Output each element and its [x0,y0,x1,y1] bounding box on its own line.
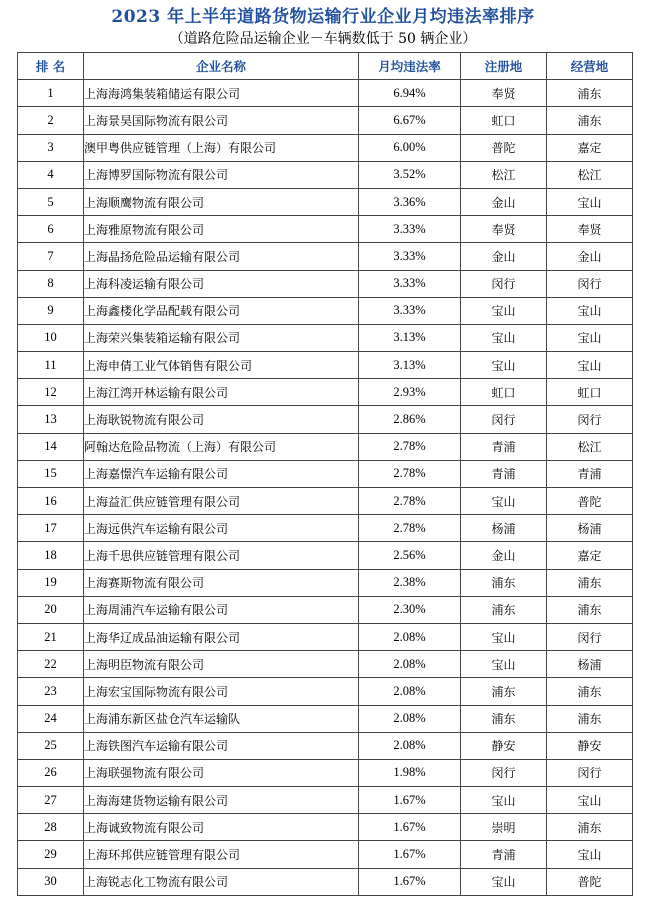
cell-violation-rate: 2.08% [359,651,461,678]
cell-company-name: 上海浦东新区盐仓汽车运输队 [84,705,359,732]
cell-registered-location: 闵行 [461,406,547,433]
cell-violation-rate: 2.30% [359,596,461,623]
cell-registered-location: 青浦 [461,841,547,868]
cell-company-name: 上海环邦供应链管理有限公司 [84,841,359,868]
cell-registered-location: 松江 [461,161,547,188]
cell-rank: 9 [18,297,84,324]
cell-company-name: 上海晶扬危险品运输有限公司 [84,243,359,270]
cell-registered-location: 静安 [461,732,547,759]
cell-registered-location: 浦东 [461,596,547,623]
cell-company-name: 上海景昊国际物流有限公司 [84,107,359,134]
cell-violation-rate: 2.38% [359,569,461,596]
cell-registered-location: 宝山 [461,868,547,895]
cell-operating-location: 青浦 [547,460,633,487]
cell-company-name: 上海赛斯物流有限公司 [84,569,359,596]
cell-registered-location: 浦东 [461,569,547,596]
header-operating-location: 经营地 [547,53,633,80]
table-row [18,732,633,759]
cell-rank: 17 [18,515,84,542]
cell-operating-location: 闵行 [547,406,633,433]
cell-rank: 18 [18,542,84,569]
cell-violation-rate: 2.93% [359,379,461,406]
cell-violation-rate: 3.36% [359,188,461,215]
table-row [18,161,633,188]
cell-rank: 16 [18,488,84,515]
cell-company-name: 上海雅原物流有限公司 [84,216,359,243]
cell-violation-rate: 3.33% [359,243,461,270]
cell-company-name: 上海博罗国际物流有限公司 [84,161,359,188]
page-title: 2023 年上半年道路货物运输行业企业月均违法率排序 [111,7,535,27]
cell-registered-location: 普陀 [461,134,547,161]
page-subtitle: （道路危险品运输企业－车辆数低于 50 辆企业） [169,31,477,47]
cell-rank: 24 [18,705,84,732]
cell-violation-rate: 6.67% [359,107,461,134]
cell-violation-rate: 2.08% [359,732,461,759]
cell-violation-rate: 3.33% [359,297,461,324]
cell-registered-location: 浦东 [461,705,547,732]
cell-rank: 25 [18,732,84,759]
cell-registered-location: 宝山 [461,787,547,814]
cell-registered-location: 金山 [461,243,547,270]
cell-registered-location: 青浦 [461,460,547,487]
cell-company-name: 上海鑫楼化学品配载有限公司 [84,297,359,324]
cell-company-name: 上海宏宝国际物流有限公司 [84,678,359,705]
cell-operating-location: 杨浦 [547,651,633,678]
cell-company-name: 上海江湾开林运输有限公司 [84,379,359,406]
cell-rank: 20 [18,596,84,623]
cell-company-name: 上海锐志化工物流有限公司 [84,868,359,895]
cell-violation-rate: 1.67% [359,814,461,841]
cell-company-name: 上海周浦汽车运输有限公司 [84,596,359,623]
cell-registered-location: 宝山 [461,324,547,351]
cell-rank: 2 [18,107,84,134]
cell-company-name: 上海千思供应链管理有限公司 [84,542,359,569]
cell-company-name: 上海远供汽车运输有限公司 [84,515,359,542]
cell-rank: 1 [18,80,84,107]
table-row [18,406,633,433]
cell-operating-location: 杨浦 [547,515,633,542]
cell-operating-location: 金山 [547,243,633,270]
cell-registered-location: 金山 [461,188,547,215]
cell-operating-location: 虹口 [547,379,633,406]
cell-violation-rate: 2.78% [359,515,461,542]
cell-company-name: 上海耿锐物流有限公司 [84,406,359,433]
table-row [18,651,633,678]
cell-operating-location: 宝山 [547,787,633,814]
cell-company-name: 澳甲粤供应链管理（上海）有限公司 [84,134,359,161]
cell-operating-location: 浦东 [547,569,633,596]
cell-operating-location: 浦东 [547,596,633,623]
table-row [18,107,633,134]
cell-company-name: 上海顺鹰物流有限公司 [84,188,359,215]
table-row [18,433,633,460]
cell-company-name: 上海海建货物运输有限公司 [84,787,359,814]
cell-violation-rate: 3.33% [359,270,461,297]
cell-company-name: 上海荣兴集装箱运输有限公司 [84,324,359,351]
cell-registered-location: 奉贤 [461,216,547,243]
cell-rank: 5 [18,188,84,215]
cell-violation-rate: 2.08% [359,678,461,705]
cell-company-name: 上海嘉憬汽车运输有限公司 [84,460,359,487]
header-violation-rate: 月均违法率 [359,53,461,80]
cell-rank: 6 [18,216,84,243]
cell-registered-location: 虹口 [461,107,547,134]
cell-violation-rate: 3.52% [359,161,461,188]
cell-rank: 13 [18,406,84,433]
cell-rank: 27 [18,787,84,814]
cell-operating-location: 松江 [547,433,633,460]
cell-operating-location: 普陀 [547,488,633,515]
cell-company-name: 上海华辽成品油运输有限公司 [84,623,359,650]
table-row [18,814,633,841]
cell-registered-location: 浦东 [461,678,547,705]
table-body [18,80,633,896]
cell-operating-location: 宝山 [547,324,633,351]
header-registered-location: 注册地 [461,53,547,80]
cell-company-name: 上海联强物流有限公司 [84,759,359,786]
cell-registered-location: 杨浦 [461,515,547,542]
cell-operating-location: 浦东 [547,705,633,732]
table-row [18,569,633,596]
cell-registered-location: 宝山 [461,352,547,379]
cell-violation-rate: 2.08% [359,705,461,732]
cell-company-name: 上海海鸿集装箱储运有限公司 [84,80,359,107]
cell-violation-rate: 6.00% [359,134,461,161]
cell-company-name: 上海诚致物流有限公司 [84,814,359,841]
table-header-row [18,53,633,80]
cell-registered-location: 闵行 [461,759,547,786]
table-row [18,188,633,215]
cell-operating-location: 闵行 [547,623,633,650]
cell-operating-location: 宝山 [547,188,633,215]
cell-operating-location: 普陀 [547,868,633,895]
header-rank: 排 名 [18,53,84,80]
cell-rank: 15 [18,460,84,487]
table-row [18,460,633,487]
cell-operating-location: 闵行 [547,759,633,786]
cell-operating-location: 宝山 [547,297,633,324]
cell-registered-location: 奉贤 [461,80,547,107]
cell-operating-location: 浦东 [547,814,633,841]
table-row [18,80,633,107]
cell-company-name: 上海益汇供应链管理有限公司 [84,488,359,515]
cell-registered-location: 青浦 [461,433,547,460]
cell-operating-location: 嘉定 [547,134,633,161]
table-row [18,841,633,868]
table-row [18,759,633,786]
cell-violation-rate: 2.78% [359,460,461,487]
cell-rank: 14 [18,433,84,460]
cell-company-name: 阿翰达危险品物流（上海）有限公司 [84,433,359,460]
cell-operating-location: 浦东 [547,80,633,107]
table-row [18,352,633,379]
cell-rank: 4 [18,161,84,188]
cell-registered-location: 虹口 [461,379,547,406]
cell-violation-rate: 3.33% [359,216,461,243]
cell-rank: 11 [18,352,84,379]
cell-rank: 28 [18,814,84,841]
cell-violation-rate: 2.08% [359,623,461,650]
table-row [18,542,633,569]
cell-rank: 26 [18,759,84,786]
cell-registered-location: 宝山 [461,297,547,324]
cell-registered-location: 金山 [461,542,547,569]
cell-rank: 7 [18,243,84,270]
cell-registered-location: 闵行 [461,270,547,297]
table-row [18,596,633,623]
cell-violation-rate: 3.13% [359,324,461,351]
cell-violation-rate: 1.67% [359,787,461,814]
cell-rank: 19 [18,569,84,596]
cell-operating-location: 宝山 [547,352,633,379]
table-row [18,705,633,732]
table-row [18,297,633,324]
table-row [18,324,633,351]
cell-registered-location: 宝山 [461,651,547,678]
cell-violation-rate: 1.98% [359,759,461,786]
cell-operating-location: 浦东 [547,678,633,705]
cell-company-name: 上海铁图汽车运输有限公司 [84,732,359,759]
cell-rank: 12 [18,379,84,406]
cell-rank: 8 [18,270,84,297]
cell-operating-location: 浦东 [547,107,633,134]
cell-violation-rate: 1.67% [359,868,461,895]
cell-company-name: 上海明臣物流有限公司 [84,651,359,678]
cell-operating-location: 静安 [547,732,633,759]
cell-rank: 22 [18,651,84,678]
cell-violation-rate: 3.13% [359,352,461,379]
cell-rank: 10 [18,324,84,351]
cell-rank: 30 [18,868,84,895]
table-row [18,379,633,406]
cell-violation-rate: 1.67% [359,841,461,868]
cell-rank: 29 [18,841,84,868]
cell-rank: 23 [18,678,84,705]
ranking-table [17,52,633,896]
header-company-name: 企业名称 [84,53,359,80]
cell-violation-rate: 2.78% [359,488,461,515]
table-row [18,787,633,814]
cell-company-name: 上海科凌运输有限公司 [84,270,359,297]
table-row [18,134,633,161]
table-row [18,488,633,515]
cell-operating-location: 奉贤 [547,216,633,243]
cell-company-name: 上海申倩工业气体销售有限公司 [84,352,359,379]
table-row [18,623,633,650]
cell-violation-rate: 2.56% [359,542,461,569]
cell-rank: 21 [18,623,84,650]
cell-violation-rate: 2.78% [359,433,461,460]
cell-operating-location: 松江 [547,161,633,188]
table-row [18,515,633,542]
cell-rank: 3 [18,134,84,161]
table-row [18,243,633,270]
table-row [18,270,633,297]
table-row [18,868,633,895]
cell-registered-location: 宝山 [461,488,547,515]
cell-registered-location: 崇明 [461,814,547,841]
table-row [18,216,633,243]
cell-violation-rate: 2.86% [359,406,461,433]
table-row [18,678,633,705]
cell-violation-rate: 6.94% [359,80,461,107]
cell-operating-location: 嘉定 [547,542,633,569]
cell-registered-location: 宝山 [461,623,547,650]
cell-operating-location: 闵行 [547,270,633,297]
cell-operating-location: 宝山 [547,841,633,868]
